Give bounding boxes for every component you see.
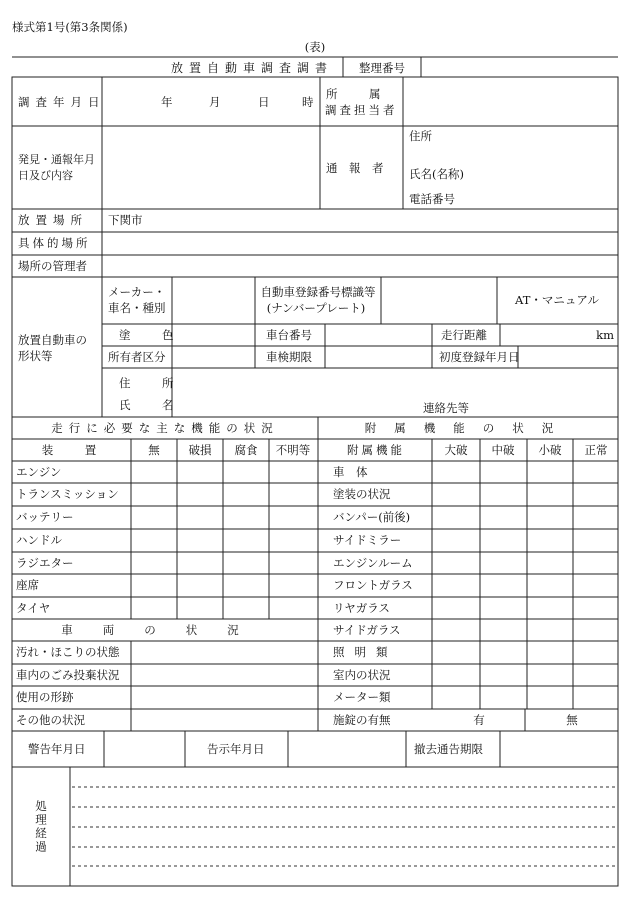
warning-date-label: 警告年月日: [28, 742, 86, 756]
process-label: 処理経過: [34, 800, 48, 854]
accessory-item: フロントガラス: [333, 578, 413, 592]
survey-year: 年: [161, 95, 173, 109]
reporter-label: 通 報 者: [326, 161, 384, 175]
sheet-label: (表): [304, 40, 326, 54]
reporter-phone-label: 電話番号: [409, 192, 455, 206]
maker-label-line1: メーカー・: [108, 285, 166, 299]
accessory-item: 塗装の状況: [333, 487, 391, 501]
removal-deadline-label: 撤去通告期限: [414, 742, 483, 756]
accessory-item: リヤガラス: [333, 601, 390, 615]
function-item: ハンドル: [16, 533, 62, 547]
condition-section-title: 車両の状況: [61, 623, 269, 637]
functions-header-corroded: 腐食: [234, 443, 258, 457]
owner-name-label: 氏 名: [119, 398, 184, 412]
survey-date-label: 調査年月日: [18, 95, 106, 109]
accessory-item: メーター類: [333, 690, 391, 704]
notice-date-label: 告示年月日: [207, 742, 265, 756]
owner-address-label: 住 所: [119, 376, 184, 390]
function-item: 座席: [16, 578, 39, 592]
function-item: エンジン: [16, 465, 62, 479]
affiliation-label: 所 属: [326, 87, 391, 101]
lock-status-label: 施錠の有無: [333, 713, 391, 727]
condition-item: その他の状況: [16, 713, 85, 727]
transmission-option[interactable]: AT・マニュアル: [515, 293, 599, 307]
accessories-header-normal: 正常: [584, 443, 608, 457]
survey-month: 月: [209, 95, 221, 109]
survey-officer-field[interactable]: [404, 78, 617, 125]
functions-header-none: 無: [148, 443, 160, 457]
vehicle-label-line1: 放置自動車の: [18, 333, 87, 347]
mileage-unit: km: [596, 328, 614, 342]
place-value[interactable]: 下関市: [108, 213, 143, 227]
accessory-item: サイドガラス: [333, 623, 401, 637]
accessory-item: 車 体: [333, 465, 368, 479]
functions-header-device: 装 置: [41, 443, 107, 457]
color-label: 塗 色: [119, 328, 184, 342]
first-registration-label: 初度登録年月日: [439, 350, 520, 364]
discovery-label-line2: 日及び内容: [18, 169, 73, 182]
maker-label-line2: 車名・種別: [108, 301, 166, 315]
accessory-item: 室内の状況: [333, 668, 391, 682]
place-manager-field[interactable]: [103, 256, 617, 276]
lock-no-option[interactable]: 無: [566, 713, 578, 727]
condition-item: 車内のごみ投棄状況: [16, 668, 120, 682]
lock-yes-option[interactable]: 有: [473, 713, 485, 727]
accessory-item: サイドミラー: [333, 533, 402, 547]
contact-label: 連絡先等: [423, 401, 469, 415]
survey-hour: 時: [302, 95, 314, 109]
functions-section-title: 走行に必要な主な機能の状況: [51, 421, 279, 435]
place-manager-label: 場所の管理者: [18, 259, 87, 273]
page-title: 放置自動車調査調書: [170, 61, 334, 75]
accessories-header-function: 附属機能: [347, 443, 405, 457]
specific-place-label: 具体的場所: [18, 236, 91, 250]
inspection-expiry-label: 車検期限: [266, 350, 312, 364]
specific-place-field[interactable]: [103, 233, 617, 254]
plate-label-line2: (ナンバープレート): [266, 301, 366, 315]
reporter-name-label: 氏名(名称): [409, 167, 464, 181]
function-item: バッテリー: [16, 510, 74, 524]
discovery-label-line1: 発見・通報年月: [18, 153, 95, 166]
process-notes-field[interactable]: [71, 768, 617, 885]
accessories-section-title: 附属機能の状況: [364, 421, 572, 435]
condition-item: 使用の形跡: [16, 690, 74, 704]
chassis-number-label: 車台番号: [266, 328, 312, 342]
accessory-item: 照明類: [333, 645, 398, 659]
discovery-content-field[interactable]: [103, 127, 319, 208]
reporter-address-label: 住所: [409, 129, 432, 143]
survey-day: 日: [258, 95, 270, 109]
accessory-item: バンパー(前後): [333, 510, 411, 524]
owner-type-label: 所有者区分: [108, 350, 166, 364]
accessory-item: エンジンルーム: [333, 556, 413, 570]
vehicle-label-line2: 形状等: [18, 349, 53, 363]
function-item: タイヤ: [16, 601, 51, 615]
accessories-header-minor: 小破: [538, 443, 562, 457]
mileage-label: 走行距離: [441, 328, 487, 342]
officer-label: 調査担当者: [325, 103, 398, 117]
functions-header-unknown: 不明等: [275, 443, 311, 457]
functions-header-damaged: 破損: [188, 443, 212, 457]
function-item: トランスミッション: [16, 487, 119, 501]
function-item: ラジエター: [16, 556, 74, 570]
place-label: 放置場所: [18, 213, 88, 227]
form-number: 様式第1号(第3条関係): [12, 20, 128, 34]
plate-label-line1: 自動車登録番号標識等: [260, 285, 376, 299]
accessories-header-medium: 中破: [491, 443, 515, 457]
condition-item: 汚れ・ほこりの状態: [16, 645, 120, 659]
accessories-header-major: 大破: [444, 443, 468, 457]
ref-number-label: 整理番号: [359, 61, 405, 75]
